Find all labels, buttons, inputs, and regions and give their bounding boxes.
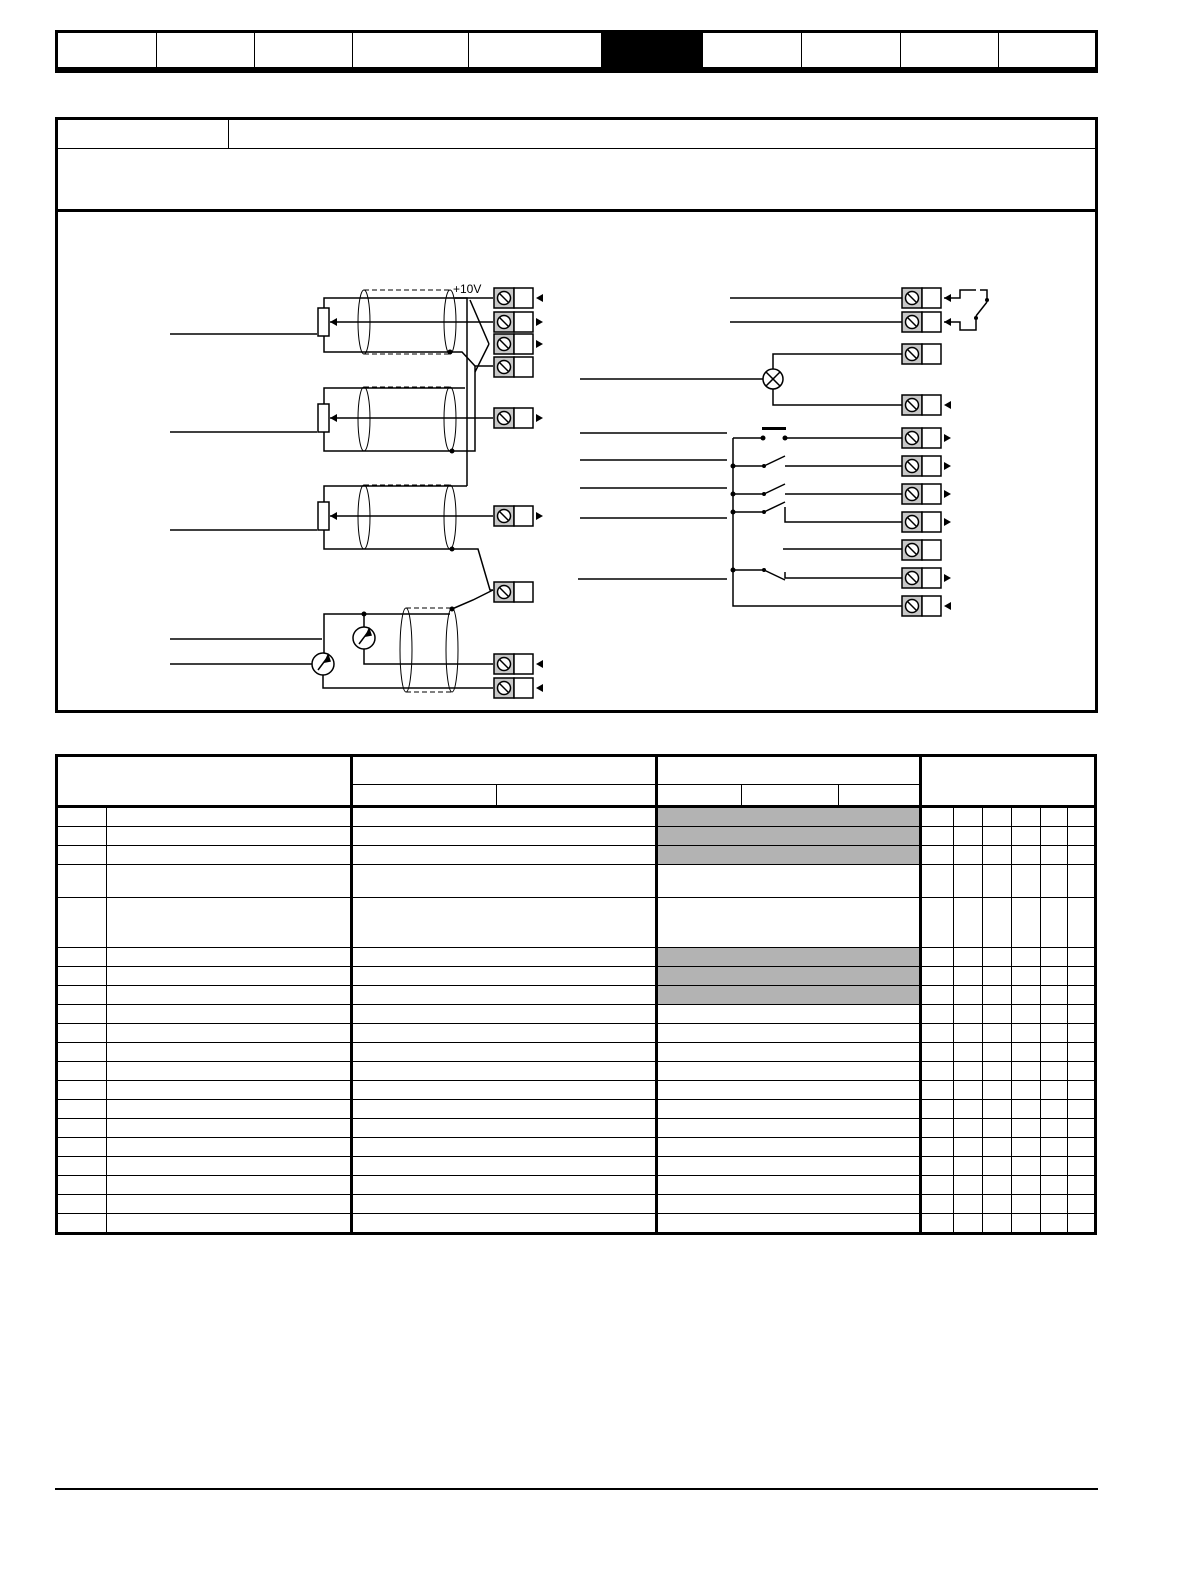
- table-cell: [107, 1062, 352, 1081]
- table-cell: [657, 1043, 921, 1062]
- table-cell: [983, 1043, 1012, 1062]
- table-cell: [1041, 1119, 1068, 1138]
- header-parameter: [57, 756, 352, 807]
- table-cell: [352, 807, 657, 827]
- subheader-cell: [657, 785, 742, 807]
- table-cell: [921, 986, 954, 1005]
- table-cell: [657, 846, 921, 865]
- table-cell: [921, 898, 954, 948]
- table-cell: [954, 1138, 983, 1157]
- table-cell: [352, 1157, 657, 1176]
- table-cell: [921, 1100, 954, 1119]
- table-cell: [57, 1195, 107, 1214]
- table-cell: [1012, 1024, 1041, 1043]
- table-header-row: [57, 756, 1096, 785]
- table-cell: [1068, 898, 1096, 948]
- table-cell: [983, 1005, 1012, 1024]
- table-cell: [352, 865, 657, 898]
- table-cell: [657, 827, 921, 846]
- table-cell: [1068, 846, 1096, 865]
- table-cell: [57, 1062, 107, 1081]
- table-cell: [57, 1176, 107, 1195]
- table-cell: [352, 1195, 657, 1214]
- table-cell: [983, 1195, 1012, 1214]
- table-cell: [1068, 1214, 1096, 1234]
- table-cell: [983, 948, 1012, 967]
- table-cell: [1012, 1214, 1041, 1234]
- table-row: [57, 865, 1096, 898]
- table-cell: [954, 1043, 983, 1062]
- table-cell: [657, 1138, 921, 1157]
- table-cell: [1012, 865, 1041, 898]
- table-cell: [1041, 846, 1068, 865]
- table-cell: [1068, 967, 1096, 986]
- table-cell: [107, 1214, 352, 1234]
- table-cell: [57, 1024, 107, 1043]
- table-cell: [954, 948, 983, 967]
- table-cell: [1068, 1176, 1096, 1195]
- table-cell: [1068, 1119, 1096, 1138]
- table-cell: [1012, 1157, 1041, 1176]
- table-cell: [1041, 807, 1068, 827]
- table-cell: [1041, 1214, 1068, 1234]
- table-row: [57, 1024, 1096, 1043]
- table-cell: [1012, 1062, 1041, 1081]
- table-cell: [657, 1119, 921, 1138]
- table-cell: [657, 898, 921, 948]
- table-cell: [1012, 1005, 1041, 1024]
- table-cell: [57, 1043, 107, 1062]
- table-cell: [1068, 865, 1096, 898]
- wiring-diagram: [0, 0, 1190, 720]
- table-row: [57, 1081, 1096, 1100]
- table-row: [57, 967, 1096, 986]
- table-cell: [954, 1214, 983, 1234]
- table-cell: [57, 827, 107, 846]
- table-cell: [921, 1214, 954, 1234]
- table-cell: [1068, 1005, 1096, 1024]
- table-cell: [57, 1214, 107, 1234]
- table-cell: [954, 807, 983, 827]
- table-cell: [921, 1062, 954, 1081]
- table-cell: [1068, 807, 1096, 827]
- table-cell: [352, 1043, 657, 1062]
- table-cell: [1012, 807, 1041, 827]
- table-cell: [1012, 827, 1041, 846]
- table-cell: [57, 807, 107, 827]
- table-cell: [921, 1024, 954, 1043]
- table-row: [57, 1100, 1096, 1119]
- table-cell: [1012, 846, 1041, 865]
- table-row: [57, 1062, 1096, 1081]
- table-cell: [1012, 948, 1041, 967]
- table-cell: [1041, 1081, 1068, 1100]
- subheader-cell: [497, 785, 657, 807]
- table-cell: [983, 1214, 1012, 1234]
- supply-voltage-label: +10V: [453, 282, 482, 296]
- subheader-cell: [742, 785, 839, 807]
- table-cell: [1012, 1138, 1041, 1157]
- table-cell: [57, 1138, 107, 1157]
- table-cell: [921, 846, 954, 865]
- table-cell: [983, 967, 1012, 986]
- table-cell: [1041, 1100, 1068, 1119]
- table-cell: [657, 1005, 921, 1024]
- table-cell: [352, 1062, 657, 1081]
- table-cell: [657, 1024, 921, 1043]
- table-cell: [983, 1081, 1012, 1100]
- table-row: [57, 1005, 1096, 1024]
- table-cell: [921, 967, 954, 986]
- table-cell: [1068, 1157, 1096, 1176]
- table-cell: [657, 1157, 921, 1176]
- table-cell: [983, 865, 1012, 898]
- table-cell: [657, 1081, 921, 1100]
- table-cell: [1068, 1062, 1096, 1081]
- table-cell: [657, 1062, 921, 1081]
- table-cell: [57, 986, 107, 1005]
- table-cell: [57, 1119, 107, 1138]
- table-cell: [921, 865, 954, 898]
- table-cell: [657, 1195, 921, 1214]
- table-cell: [954, 1062, 983, 1081]
- table-cell: [983, 1024, 1012, 1043]
- table-cell: [107, 948, 352, 967]
- table-row: [57, 827, 1096, 846]
- table-cell: [107, 1119, 352, 1138]
- table-cell: [1041, 1138, 1068, 1157]
- table-cell: [352, 986, 657, 1005]
- table-cell: [352, 827, 657, 846]
- table-cell: [107, 1195, 352, 1214]
- table-cell: [921, 1176, 954, 1195]
- table-cell: [1068, 827, 1096, 846]
- table-cell: [107, 986, 352, 1005]
- table-cell: [954, 1119, 983, 1138]
- table-row: [57, 948, 1096, 967]
- table-cell: [1041, 948, 1068, 967]
- table-cell: [983, 1062, 1012, 1081]
- table-cell: [983, 898, 1012, 948]
- table-cell: [1068, 1043, 1096, 1062]
- table-cell: [107, 1043, 352, 1062]
- table-cell: [954, 1024, 983, 1043]
- table-cell: [983, 986, 1012, 1005]
- table-cell: [1041, 827, 1068, 846]
- table-cell: [352, 1138, 657, 1157]
- table-cell: [352, 1081, 657, 1100]
- table-cell: [657, 1176, 921, 1195]
- table-cell: [1041, 865, 1068, 898]
- table-cell: [954, 1081, 983, 1100]
- table-cell: [1041, 986, 1068, 1005]
- table-cell: [921, 1119, 954, 1138]
- table-cell: [921, 1138, 954, 1157]
- table-cell: [1041, 1195, 1068, 1214]
- table-cell: [1041, 1157, 1068, 1176]
- parameter-table: [55, 754, 1097, 1235]
- footer-rule: [55, 1488, 1098, 1490]
- table-cell: [57, 1100, 107, 1119]
- table-cell: [954, 1176, 983, 1195]
- table-cell: [954, 1005, 983, 1024]
- table-cell: [107, 1005, 352, 1024]
- table-row: [57, 1176, 1096, 1195]
- table-cell: [921, 827, 954, 846]
- subheader-cell: [352, 785, 497, 807]
- table-cell: [1012, 986, 1041, 1005]
- table-cell: [107, 1024, 352, 1043]
- table-cell: [57, 846, 107, 865]
- table-cell: [1068, 986, 1096, 1005]
- table-cell: [954, 827, 983, 846]
- table-cell: [921, 1005, 954, 1024]
- table-cell: [57, 967, 107, 986]
- table-row: [57, 1195, 1096, 1214]
- table-cell: [1041, 1176, 1068, 1195]
- table-cell: [352, 898, 657, 948]
- table-cell: [921, 1043, 954, 1062]
- header-range: [352, 756, 657, 785]
- table-cell: [107, 865, 352, 898]
- table-cell: [352, 1024, 657, 1043]
- table-cell: [107, 967, 352, 986]
- table-cell: [983, 1157, 1012, 1176]
- table-cell: [107, 846, 352, 865]
- table-cell: [954, 967, 983, 986]
- table-cell: [657, 865, 921, 898]
- table-cell: [1012, 967, 1041, 986]
- table-cell: [107, 1176, 352, 1195]
- table-cell: [657, 1100, 921, 1119]
- table-cell: [954, 986, 983, 1005]
- table-cell: [657, 967, 921, 986]
- table-cell: [1041, 1062, 1068, 1081]
- table-cell: [57, 1157, 107, 1176]
- table-cell: [107, 1157, 352, 1176]
- table-cell: [1041, 1043, 1068, 1062]
- table-cell: [1068, 1138, 1096, 1157]
- table-cell: [1068, 948, 1096, 967]
- table-cell: [954, 1157, 983, 1176]
- table-cell: [983, 1119, 1012, 1138]
- table-cell: [107, 1138, 352, 1157]
- table-cell: [107, 1081, 352, 1100]
- table-cell: [921, 948, 954, 967]
- table-row: [57, 986, 1096, 1005]
- table-cell: [1012, 898, 1041, 948]
- table-cell: [352, 846, 657, 865]
- table-cell: [107, 827, 352, 846]
- table-cell: [921, 807, 954, 827]
- table-cell: [1041, 1005, 1068, 1024]
- table-cell: [1041, 967, 1068, 986]
- table-cell: [921, 1157, 954, 1176]
- table-cell: [57, 1081, 107, 1100]
- table-cell: [954, 898, 983, 948]
- table-body: [57, 807, 1096, 1234]
- table-cell: [983, 846, 1012, 865]
- header-default: [657, 756, 921, 785]
- table-cell: [954, 1100, 983, 1119]
- table-row: [57, 1138, 1096, 1157]
- table-cell: [657, 1214, 921, 1234]
- table-cell: [983, 1100, 1012, 1119]
- table-row: [57, 1119, 1096, 1138]
- table-cell: [352, 1119, 657, 1138]
- table-cell: [1068, 1100, 1096, 1119]
- subheader-cell: [839, 785, 921, 807]
- table-cell: [107, 898, 352, 948]
- table-cell: [1041, 898, 1068, 948]
- table-cell: [57, 898, 107, 948]
- table-cell: [352, 967, 657, 986]
- table-cell: [1012, 1100, 1041, 1119]
- table-cell: [1068, 1195, 1096, 1214]
- table-row: [57, 1157, 1096, 1176]
- table-cell: [954, 1195, 983, 1214]
- table-cell: [657, 948, 921, 967]
- table-cell: [1068, 1081, 1096, 1100]
- table-cell: [1012, 1119, 1041, 1138]
- table-row: [57, 1043, 1096, 1062]
- table-row: [57, 898, 1096, 948]
- table-cell: [107, 1100, 352, 1119]
- table-cell: [921, 1195, 954, 1214]
- table-cell: [921, 1081, 954, 1100]
- table-cell: [1012, 1195, 1041, 1214]
- table-cell: [57, 948, 107, 967]
- table-cell: [352, 1100, 657, 1119]
- header-type: [921, 756, 1096, 807]
- table-cell: [352, 1005, 657, 1024]
- table-cell: [107, 807, 352, 827]
- table-cell: [954, 846, 983, 865]
- table-cell: [657, 807, 921, 827]
- table-cell: [983, 1138, 1012, 1157]
- table-cell: [352, 948, 657, 967]
- table-cell: [983, 807, 1012, 827]
- table-cell: [1068, 1024, 1096, 1043]
- table-row: [57, 1214, 1096, 1234]
- table-cell: [983, 827, 1012, 846]
- table-row: [57, 807, 1096, 827]
- table-cell: [57, 865, 107, 898]
- table-cell: [57, 1005, 107, 1024]
- table-cell: [1012, 1081, 1041, 1100]
- table-cell: [1012, 1176, 1041, 1195]
- table-cell: [352, 1214, 657, 1234]
- table-cell: [954, 865, 983, 898]
- table-row: [57, 846, 1096, 865]
- table-cell: [657, 986, 921, 1005]
- table-cell: [1041, 1024, 1068, 1043]
- table-cell: [983, 1176, 1012, 1195]
- table-cell: [1012, 1043, 1041, 1062]
- table-cell: [352, 1176, 657, 1195]
